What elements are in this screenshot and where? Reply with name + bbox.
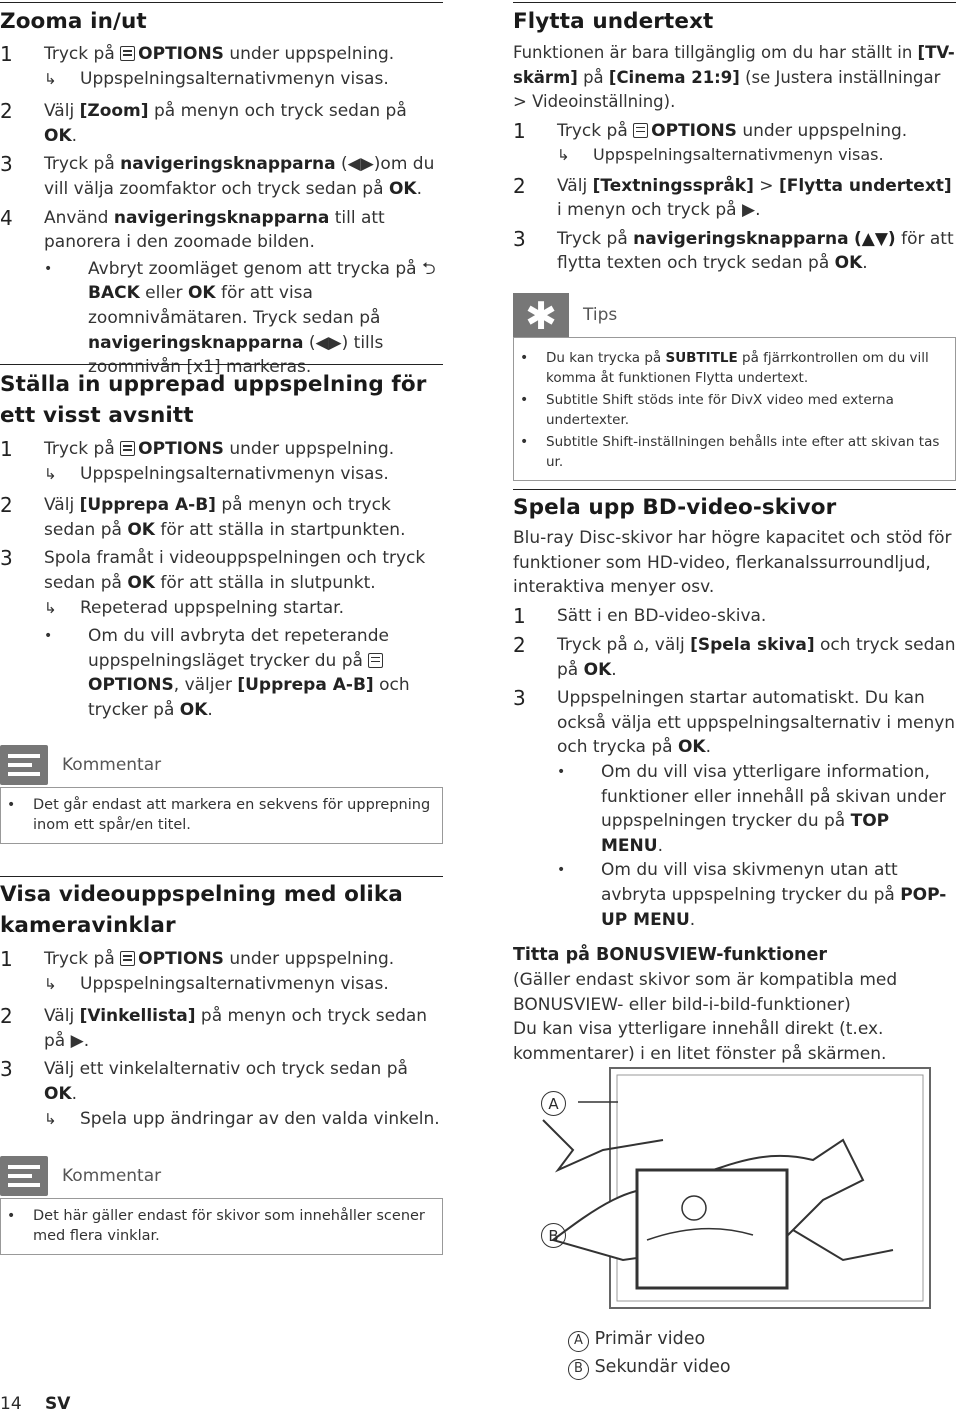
page-footer <box>0 1394 70 1414</box>
result-arrow-icon: ↳ <box>557 146 570 165</box>
legend-item-b: B Sekundär video <box>568 1353 731 1381</box>
options-icon <box>633 123 648 138</box>
bullet-dot-icon: • <box>557 862 566 879</box>
note-icon <box>0 1156 48 1196</box>
language-code: SV <box>45 1394 71 1414</box>
options-icon <box>120 951 135 966</box>
step-2: 2 Välj [Vinkellista] på menyn och tryck sedan på ▶. <box>0 1004 428 1051</box>
tips-box: ✱ Tips • Du kan trycka på SUBTITLE på fjärrkontrollen om du vill komma åt funktionen Flytta undertext. • Subtitle Shift stöds inte för DivX video med externa undertexter. • Subtitle Shift-inställningen behålls inte efter att skivan tas ur. <box>513 293 956 481</box>
step-3: 3 Välj ett vinkelalternativ och tryck sedan på OK. ↳ Spela upp ändringar av den valda vinkeln. <box>0 1057 443 1131</box>
options-icon <box>120 46 135 61</box>
bullet-item: • Om du vill visa ytterligare information, funktioner eller innehåll på skivan under uppspelningen trycker du på TOP MENU. <box>557 760 956 858</box>
legend-item-a: A Primär video <box>568 1325 731 1353</box>
step-3: 3 Tryck på navigeringsknapparna (▲▼) för att flytta texten och tryck sedan på OK. <box>513 226 954 274</box>
step-1: 1 Tryck på OPTIONS under uppspelning. ↳ Uppspelningsalternativmenyn visas. <box>0 947 443 996</box>
step-number: 1 <box>0 42 13 66</box>
section-divider <box>0 364 443 365</box>
step-3: 3 Spola framåt i videouppspelningen och tryck sedan på OK för att ställa in slutpunkt. ↳ Repeterad uppspelning startar. • Om du vill avbryta det repeterande uppspelningsläget trycker du på OPTIONS, väljer [Upprepa A-B] och trycker på OK. <box>0 546 443 722</box>
section-title-subtitle: Flytta undertext <box>513 9 714 34</box>
bullet-dot-icon: • <box>44 260 53 277</box>
result-arrow-icon: ↳ <box>44 464 57 483</box>
note-box: Kommentar • Det går endast att markera en sekvens för upprepning inom ett spår/en titel. <box>0 745 443 844</box>
step-2: 2 Välj [Zoom] på menyn och tryck sedan på OK. <box>0 99 407 146</box>
page-number: 14 <box>0 1394 22 1414</box>
step-1: 1 Tryck på OPTIONS under uppspelning. ↳ Uppspelningsalternativmenyn visas. <box>513 119 956 168</box>
home-icon: ⌂ <box>633 635 644 656</box>
section-title-zoom: Zooma in/ut <box>0 9 147 34</box>
options-icon <box>368 653 383 668</box>
back-icon: ⮌ <box>421 258 436 279</box>
bullet-item: • Om du vill visa skivmenyn utan att avbryta uppspelning trycker du på POP-UP MENU. <box>557 858 956 932</box>
zoom-section <box>0 3 443 380</box>
bullet-item: • Om du vill avbryta det repeterande uppspelningsläget trycker du på OPTIONS, väljer [Upprepa A-B] och trycker på OK. <box>44 624 443 722</box>
step-1: 1 Sätt i en BD-video-skiva. <box>513 603 767 628</box>
figure-legend <box>568 1325 731 1381</box>
result-arrow-icon: ↳ <box>44 1109 57 1128</box>
figure-label-a: A <box>541 1091 566 1116</box>
step-2: 2 Välj [Upprepa A-B] på menyn och tryck sedan på OK för att ställa in startpunkten. <box>0 493 406 540</box>
step-3: 3 Tryck på navigeringsknapparna (◀▶)om du vill välja zoomfaktor och tryck sedan på OK. <box>0 152 435 199</box>
pip-illustration <box>513 1060 956 1320</box>
step-1: 1 Tryck på OPTIONS under uppspelning. ↳ Uppspelningsalternativmenyn visas. <box>0 437 443 486</box>
bullet-dot-icon: • <box>557 764 566 781</box>
result-arrow-icon: ↳ <box>44 974 57 993</box>
bd-section: Spela upp BD-video-skivor Blu-ray Disc-skivor har högre kapacitet och stöd för funktioner som HD-video, flerkanalssurroundljud, interaktiva menyer osv. 1 Sätt i en BD-video-skiva. 2 Tryck på ⌂, välj [Spela skiva] och tryck sedan på OK. 3 Uppspelningen startar automatiskt. Du kan också välja ett uppspelningsalternativ i menyn och trycka på OK. • Om du vill visa ytterligare information, funktioner eller innehåll på skivan under uppspelningen trycker du på TOP MENU. • Om du vill visa skivmenyn utan att avbryta uppspelning trycker du på POP-UP MENU. Titta på BONUSVIEW-funktioner (Gäller endast skivor som är kompatibla med BONUSVIEW- eller bild-i-bild-funktioner) Du kan visa ytterligare innehåll direkt (t.ex. kommentarer) i en litet fönster på skärmen. <box>513 489 956 1066</box>
result-arrow-icon: ↳ <box>44 69 57 88</box>
section-title-repeat: Ställa in upprepad uppspelning för ett visst avsnitt <box>0 372 427 428</box>
bullet-item: • Avbryt zoomläget genom att trycka på ⮌ BACK eller OK för att visa zoomnivåmätaren. Tryck sedan på navigeringsknapparna (◀▶) tills zoomnivån [x1] markeras. <box>44 257 443 380</box>
step-1: 1 Tryck på OPTIONS under uppspelning. ↳ Uppspelningsalternativmenyn visas. <box>0 42 443 91</box>
note-box: Kommentar • Det här gäller endast för skivor som innehåller scener med flera vinklar. <box>0 1156 443 1255</box>
tips-icon: ✱ <box>513 293 569 337</box>
subtitle-section: Flytta undertext Funktionen är bara tillgänglig om du har ställt in [TV-skärm] på [Cinema 21:9] (se Justera inställningar > Videoinställning). 1 Tryck på OPTIONS under uppspelning. ↳ Uppspelningsalternativmenyn visas. 2 Välj [Textningsspråk] > [Flytta undertext] i menyn och tryck på ▶. 3 Tryck på navigeringsknapparna (▲▼) för att flytta texten och tryck sedan på OK. <box>513 3 956 276</box>
subsection-title-bonusview: Titta på BONUSVIEW-funktioner <box>513 945 827 966</box>
repeat-section <box>0 366 443 723</box>
figure-label-b: B <box>541 1223 566 1248</box>
section-title-bd: Spela upp BD-video-skivor <box>513 495 837 520</box>
step-2: 2 Välj [Textningsspråk] > [Flytta undertext] i menyn och tryck på ▶. <box>513 173 952 221</box>
options-icon <box>120 441 135 456</box>
section-title-angle: Visa videouppspelning med olika kameravinklar <box>0 882 403 938</box>
angle-section <box>0 876 443 1131</box>
result-arrow-icon: ↳ <box>44 598 57 617</box>
pip-figure <box>513 1060 956 1320</box>
bullet-dot-icon: • <box>44 628 53 645</box>
step-2: 2 Tryck på ⌂, välj [Spela skiva] och tryck sedan på OK. <box>513 633 956 680</box>
step-4: 4 Använd navigeringsknapparna till att panorera i den zoomade bilden. • Avbryt zoomläget genom att trycka på ⮌ BACK eller OK för att visa zoomnivåmätaren. Tryck sedan på navigeringsknapparna (◀▶) tills zoomnivån [x1] markeras. <box>0 206 443 380</box>
note-icon <box>0 745 48 785</box>
step-3: 3 Uppspelningen startar automatiskt. Du kan också välja ett uppspelningsalternativ i menyn och trycka på OK. • Om du vill visa ytterligare information, funktioner eller innehåll på skivan under uppspelningen trycker du på TOP MENU. • Om du vill visa skivmenyn utan att avbryta uppspelning trycker du på POP-UP MENU. <box>513 686 956 932</box>
